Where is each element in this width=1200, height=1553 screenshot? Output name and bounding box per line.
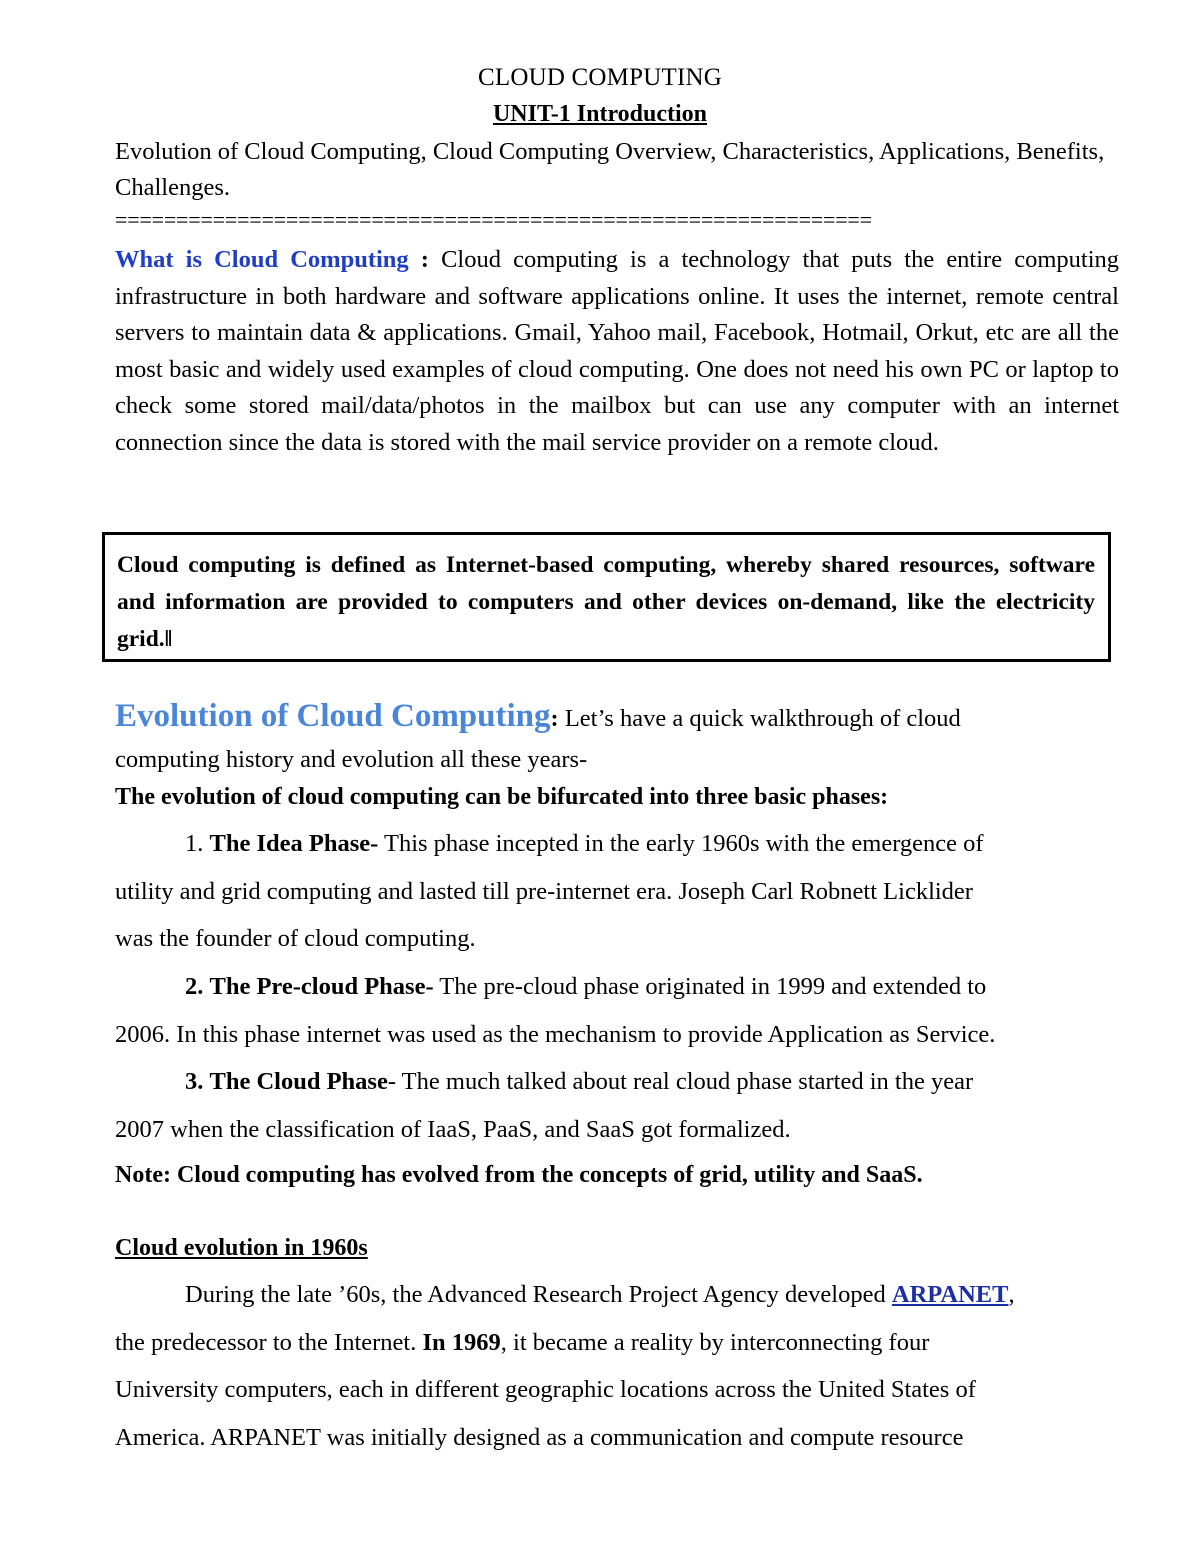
paragraph-1960s [115,1271,1125,1461]
evolution-intro-line2: computing history and evolution all these years- [115,746,588,773]
phase-text: This phase incepted in the early 1960s with the emergence of [378,830,984,857]
separator-line: ============================================================== [115,207,872,232]
phase-text: 2007 when the classification of IaaS, PaaS, and SaaS got formalized. [115,1115,791,1143]
phase-item-2 [115,963,1125,1058]
definition-text: Cloud computing is defined as Internet-based computing, whereby shared resources, software and information are provided to computers and other devices on-demand, like the electricity grid.‖ [117,552,1095,652]
paragraph-text: , it became a reality by interconnecting four [500,1328,930,1356]
year-1969: In 1969 [422,1328,501,1356]
what-is-text: Cloud computing is a technology that puts the entire computing infrastructure in both hardware and software applications online. It uses the internet, remote central servers to maintain data & applications. Gmail, Yahoo mail, Facebook, Hotmail, Orkut, etc are all the most basic and widely used examples of cloud computing. One does not need his own PC or laptop to check some stored mail/data/photos in the mailbox but can use any computer with an internet connection since the data is stored with the mail service provider on a remote cloud. [115,246,1119,456]
paragraph-text: America. ARPANET was initially designed as a communication and compute resource [115,1423,964,1451]
phase-number: 2. [185,973,204,1000]
section-heading-1960s: Cloud evolution in 1960s [115,1235,368,1261]
phase-title: The Idea Phase- [209,830,379,857]
what-is-label: What is Cloud Computing [115,246,409,273]
phase-text: - The much talked about real cloud phase started in the year [387,1068,974,1095]
unit-title: UNIT-1 Introduction [492,101,708,127]
note-text: Note: Cloud computing has evolved from the concepts of grid, utility and SaaS. [115,1162,923,1188]
phase-number: 1. [185,830,204,857]
bifurcate-heading: The evolution of cloud computing can be bifurcated into three basic phases: [115,784,889,810]
evolution-colon: : [550,705,559,732]
phase-item-3 [115,1058,1125,1153]
phase-number: 3. [185,1068,204,1095]
paragraph-text: the predecessor to the Internet. [115,1328,423,1356]
definition-box [102,532,1111,662]
arpanet-link[interactable]: ARPANET [891,1281,1009,1308]
topics-list: Evolution of Cloud Computing, Cloud Computing Overview, Characteristics, Applications, Benefits, Challenges. [115,138,1105,201]
evolution-intro-line1: Let’s have a quick walkthrough of cloud [558,705,961,732]
what-is-paragraph [115,242,1119,461]
phase-text: The pre-cloud phase originated in 1999 and extended to [433,973,987,1000]
paragraph-text: , [1008,1281,1015,1308]
phase-text: was the founder of cloud computing. [115,925,476,952]
phase-title: The Cloud Phase [209,1068,388,1095]
phase-text: utility and grid computing and lasted till pre-internet era. Joseph Carl Robnett Licklider [115,877,973,905]
what-is-colon: : [408,246,442,273]
paragraph-text: During the late ’60s, the Advanced Research Project Agency developed [185,1281,892,1308]
evolution-heading: Evolution of Cloud Computing [115,698,551,734]
document-title: CLOUD COMPUTING [478,64,722,91]
phase-item-1 [115,820,1125,963]
phase-title: The Pre-cloud Phase- [209,973,434,1000]
evolution-heading-line [115,696,1125,739]
phase-text: 2006. In this phase internet was used as the mechanism to provide Application as Service. [115,1020,996,1048]
paragraph-text: University computers, each in different geographic locations across the United States of [115,1376,976,1403]
